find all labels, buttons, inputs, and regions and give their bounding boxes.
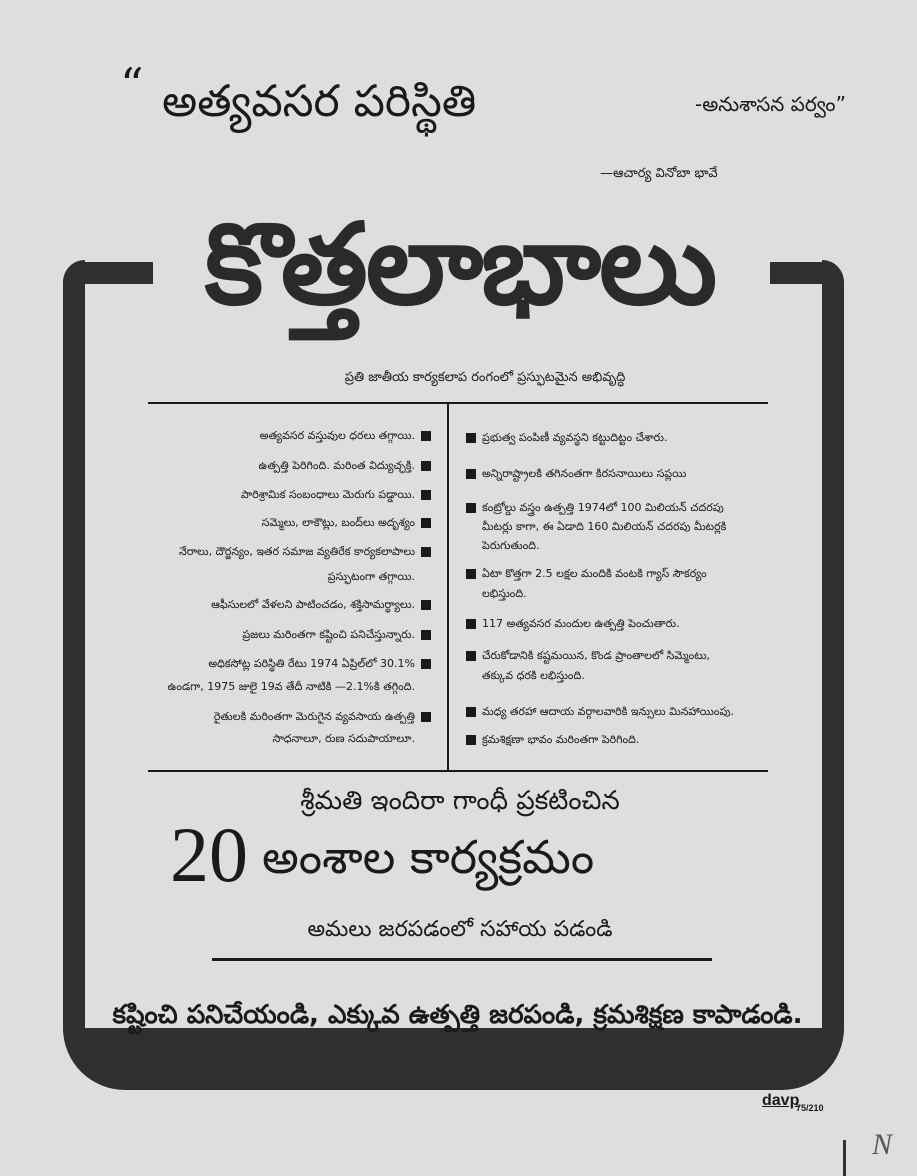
attribution: —ఆచార్య వినోబా భావే [600, 166, 718, 181]
list-item: పారిశ్రామిక సంబంధాలు మెరుగు పడ్డాయి. [241, 487, 437, 503]
frame-bottom-border [63, 1028, 844, 1090]
list-item-continuation: ప్రస్ఫుటంగా తగ్గాయి. [327, 570, 415, 583]
frame-top-right-arm [770, 262, 844, 284]
quote-open-mark: “ [120, 58, 144, 112]
bullet-square-icon [421, 600, 431, 610]
quote-tail-text: -అనుశాసన పర్వం” [695, 92, 846, 116]
agency-logo: davp [762, 1092, 800, 1109]
ad-code: 75/210 [796, 1103, 824, 1113]
list-item: సమ్మెలు, లాకౌట్లు, బంద్‌లు అదృశ్యం [262, 515, 437, 531]
handwritten-mark: N [872, 1128, 893, 1161]
list-item: ప్రజలు మరింతగా కష్టించి పనిచేస్తున్నారు. [242, 627, 437, 643]
quote-block [120, 58, 846, 132]
bullet-square-icon [466, 707, 476, 717]
bullet-square-icon [466, 469, 476, 479]
list-item: ఆఫీసులలో వేళలని పాటించడం, శక్తిసామర్థ్యాలు. [211, 597, 437, 613]
list-item: మధ్య తరహా ఆదాయ వర్గాలవారికి ఇన్సులు మినహాయింపు. [460, 704, 734, 720]
bottom-divider [212, 958, 712, 961]
scan-mark [843, 1140, 846, 1176]
column-divider [447, 403, 449, 771]
bullet-square-icon [466, 569, 476, 579]
list-item-continuation: సాధనాలూ, రుణ సదుపాయాలూ. [272, 732, 415, 745]
list-item: క్రమశిక్షణా భావం మరింతగా పెరిగింది. [460, 732, 639, 748]
bullet-square-icon [421, 659, 431, 669]
bullet-square-icon [421, 547, 431, 557]
list-item-continuation: లభిస్తుంది. [482, 587, 527, 600]
list-item: ఉత్పత్తి పెరిగింది. మరింత విద్యుచ్ఛక్తి. [259, 458, 437, 474]
bullet-square-icon [421, 712, 431, 722]
list-item: ఏటా కొత్తగా 2.5 లక్షల మందికి వంటకి గ్యాస్ సౌకర్యం [460, 566, 707, 582]
bullet-square-icon [466, 651, 476, 661]
quote-main-text: అత్యవసర పరిస్థితి [162, 76, 477, 127]
program-number: 20 [170, 811, 248, 898]
bullet-square-icon [421, 518, 431, 528]
list-item-continuation: తక్కువ ధరకి లభిస్తుంది. [482, 669, 585, 682]
bullet-square-icon [421, 431, 431, 441]
slogan: కష్టించి పనిచేయండి, ఎక్కువ ఉత్పత్తి జరపండి, క్రమశిక్షణ కాపాడండి. [112, 1000, 803, 1030]
program-intro: శ్రీమతి ఇందిరా గాంధీ ప్రకటించిన [300, 786, 620, 816]
top-divider [148, 402, 768, 404]
frame-right-border [822, 260, 844, 1050]
list-item-continuation: మీటర్లు కాగా, ఈ ఏడాది 160 మిలియన్ చదరపు మీటర్లకి [482, 520, 727, 533]
bullet-square-icon [421, 490, 431, 500]
program-help-text: అమలు జరపడంలో సహాయ పడండి [307, 917, 613, 942]
bullet-square-icon [466, 503, 476, 513]
list-item: అత్యవసర వస్తువుల ధరలు తగ్గాయి. [260, 428, 437, 444]
frame-top-left-arm [63, 262, 153, 284]
subtitle: ప్రతి జాతీయ కార్యకలాప రంగంలో ప్రస్ఫుటమైన అభివృద్ధి [344, 370, 626, 385]
frame-left-border [63, 260, 85, 1050]
bullet-square-icon [466, 433, 476, 443]
list-item: నేరాలు, దౌర్జన్యం, ఇతర సమాజ వ్యతిరేక కార్యకలాపాలు [179, 544, 437, 560]
middle-divider [148, 770, 768, 772]
bullet-square-icon [466, 619, 476, 629]
list-item: కంట్రోల్డు వస్త్రం ఉత్పత్తి 1974లో 100 మిలియన్ చదరపు [460, 500, 724, 516]
list-item: రైతులకి మరింతగా మెరుగైన వ్యవసాయ ఉత్పత్తి [214, 709, 437, 725]
list-item-continuation: ఉండగా, 1975 జులై 19వ తేదీ నాటికి —2.1%కి తగ్గింది. [167, 680, 415, 693]
bullet-square-icon [466, 735, 476, 745]
list-item: అన్నిరాష్ట్రాలకి తగినంతగా కిరసనాయిలు సప్లయి [460, 466, 686, 482]
list-item: అధికసోట్ల పరిస్థితి రేటు 1974 ఏప్రిల్‌లో 30.1% [208, 656, 437, 672]
list-item: ప్రభుత్వ పంపిణీ వ్యవస్థని కట్టుదిట్టం చేశారు. [460, 430, 667, 446]
program-title-text: అంశాల కార్యక్రమం [262, 830, 595, 884]
bullet-square-icon [421, 630, 431, 640]
bullet-square-icon [421, 461, 431, 471]
list-item: 117 అత్యవసర మందుల ఉత్పత్తి పెంచుతారు. [460, 616, 680, 632]
headline: కొత్తలాభాలు [204, 200, 716, 330]
list-item-continuation: పెరుగుతుంది. [482, 539, 540, 552]
program-title [170, 811, 770, 898]
list-item: చేరుకోడానికి కష్టమయిన, కొండ ప్రాంతాలలో సిమ్మెంటు, [460, 648, 710, 664]
